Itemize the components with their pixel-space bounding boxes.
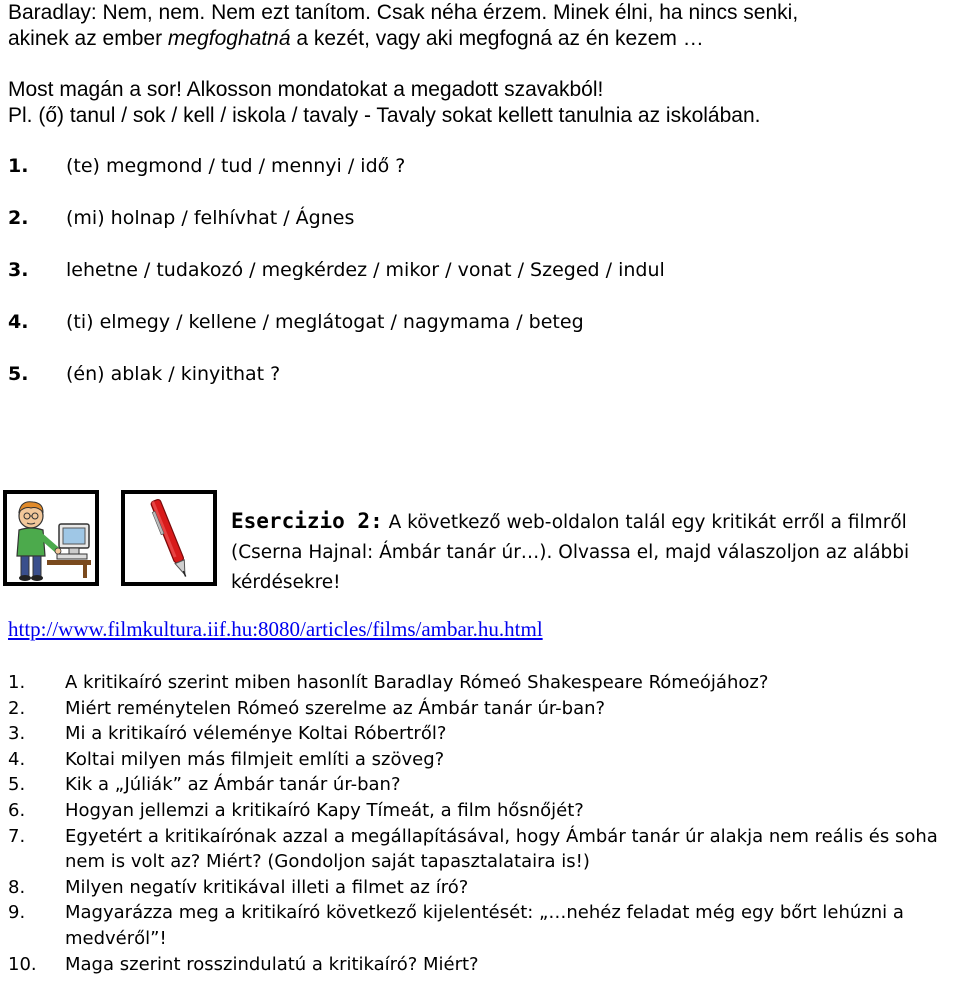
- item-text: (ti) elmegy / kellene / meglátogat / nagymama / beteg: [66, 311, 584, 333]
- item-text: (én) ablak / kinyithat ?: [66, 363, 281, 385]
- list-item: [8, 900, 958, 951]
- item-number: 2.: [8, 207, 29, 229]
- question-text: Magyarázza meg a kritikaíró következő kijelentését: „…nehéz feladat még egy bőrt lehúzni a medvéről”!: [65, 902, 904, 949]
- question-number: 7.: [8, 825, 26, 847]
- question-number: 2.: [8, 697, 26, 719]
- question-text: Kik a „Júliák” az Ámbár tanár úr-ban?: [65, 774, 401, 796]
- question-text: Hogyan jellemzi a kritikaíró Kapy Tímeát, a film hősnőjét?: [65, 799, 584, 821]
- question-text: Koltai milyen más filmjeit említi a szöveg?: [65, 748, 445, 770]
- intro-quote-emphasis: megfoghatná: [167, 27, 291, 50]
- item-number: 4.: [8, 311, 29, 333]
- exercise1-item: [8, 155, 405, 177]
- intro-quote-text: akinek az ember: [8, 27, 168, 50]
- question-text: Milyen negatív kritikával illeti a filmet az író?: [65, 876, 469, 898]
- red-pen-icon: [121, 490, 217, 586]
- question-text: A kritikaíró szerint miben hasonlít Baradlay Rómeó Shakespeare Rómeójához?: [65, 672, 769, 693]
- exercise2-title: Esercizio 2:: [231, 509, 383, 533]
- item-number: 3.: [8, 259, 29, 281]
- exercise1-item: [8, 259, 665, 281]
- item-text: (te) megmond / tud / mennyi / idő ?: [66, 155, 406, 177]
- intro-quote-line-2: [8, 26, 704, 52]
- question-text: Maga szerint rosszindulatú a kritikaíró? Miért?: [65, 953, 479, 975]
- exercise1-item: [8, 207, 354, 229]
- exercise2-text: A következő web-oldalon talál egy kritikát erről a filmről (Cserna Hajnal: Ámbár tanár úr…). Olvassa el, majd válaszoljon az alábbi kérdésekre!: [231, 512, 910, 593]
- exercise1-item: [8, 311, 584, 333]
- list-item: [8, 670, 958, 696]
- list-item: [8, 747, 958, 773]
- question-list: [8, 670, 958, 977]
- list-item: [8, 696, 958, 722]
- question-number: 9.: [8, 902, 26, 924]
- question-text: Miért reménytelen Rómeó szerelme az Ámbár tanár úr-ban?: [65, 697, 606, 719]
- article-link[interactable]: http://www.filmkultura.iif.hu:8080/articles/films/ambar.hu.html: [8, 617, 543, 641]
- item-number: 1.: [8, 155, 29, 177]
- exercise2-instructions: [231, 506, 951, 598]
- question-number: 1.: [8, 672, 26, 693]
- item-text: (mi) holnap / felhívhat / Ágnes: [66, 207, 355, 229]
- question-number: 3.: [8, 723, 26, 745]
- list-item: [8, 824, 958, 875]
- question-number: 8.: [8, 876, 26, 898]
- list-item: [8, 798, 958, 824]
- question-number: 5.: [8, 774, 26, 796]
- list-item: [8, 772, 958, 798]
- question-number: 6.: [8, 799, 26, 821]
- task-instruction: Most magán a sor! Alkosson mondatokat a megadott szavakból!: [8, 78, 604, 101]
- item-number: 5.: [8, 363, 29, 385]
- intro-quote-line-1: Baradlay: Nem, nem. Nem ezt tanítom. Csak néha érzem. Minek élni, ha nincs senki,: [8, 1, 799, 24]
- list-item: [8, 875, 958, 901]
- task-example: Pl. (ő) tanul / sok / kell / iskola / tavaly - Tavaly sokat kellett tanulnia az iskolában.: [8, 104, 761, 127]
- list-item: [8, 721, 958, 747]
- question-text: Egyetért a kritikaírónak azzal a megállapításával, hogy Ámbár tanár úr alakja nem reális és soha nem is volt az? Miért? (Gondoljon saját tapasztalataira is!): [65, 825, 938, 873]
- question-text: Mi a kritikaíró véleménye Koltai Róbertről?: [65, 723, 447, 745]
- intro-quote-text-end: a kezét, vagy aki megfogná az én kezem …: [290, 27, 704, 50]
- student-at-computer-icon: [3, 490, 99, 586]
- item-text: lehetne / tudakozó / megkérdez / mikor / vonat / Szeged / indul: [66, 259, 665, 281]
- question-number: 4.: [8, 748, 26, 770]
- exercise1-item: [8, 363, 280, 385]
- question-number: 10.: [8, 953, 37, 975]
- list-item: [8, 952, 958, 978]
